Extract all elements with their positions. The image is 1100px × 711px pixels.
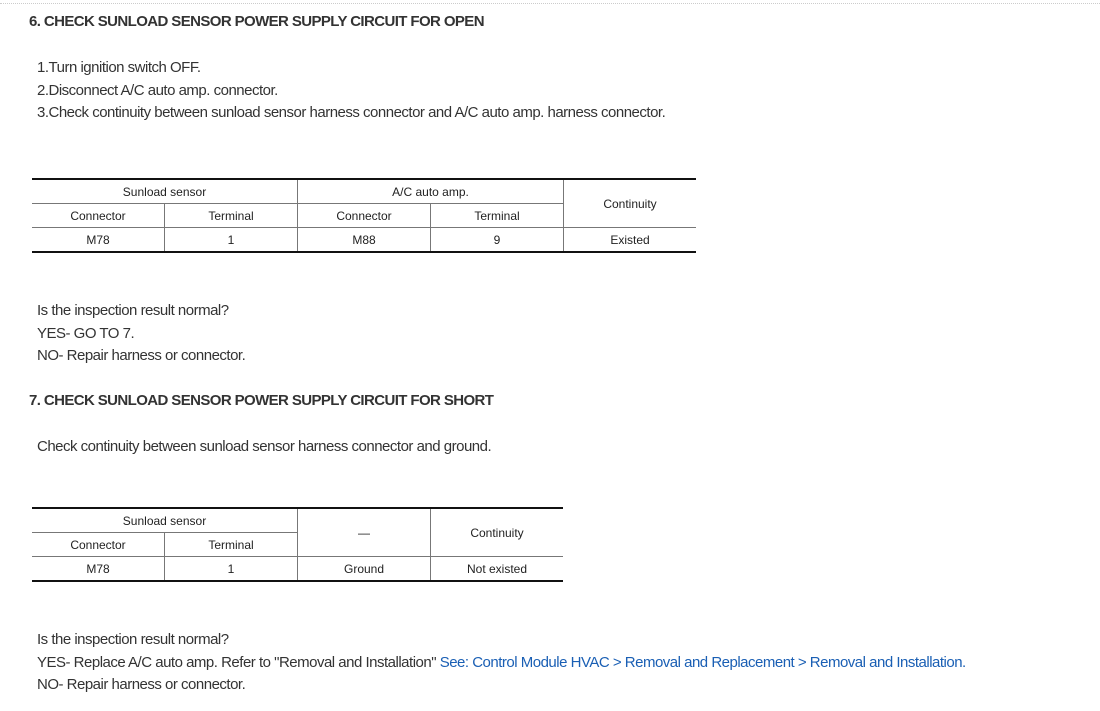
removal-installation-link[interactable]: See: Control Module HVAC > Removal and Replacement > Removal and Installation.: [439, 653, 966, 671]
yes-answer: YES- GO TO 7.: [37, 324, 135, 342]
table-header: Connector: [32, 204, 165, 228]
table-header: Connector: [32, 533, 165, 557]
no-answer: NO- Repair harness or connector.: [37, 347, 246, 364]
no-answer: NO- Repair harness or connector.: [37, 676, 246, 693]
question: Is the inspection result normal?: [37, 302, 229, 319]
question: Is the inspection result normal?: [37, 631, 229, 648]
table-cell: M78: [32, 228, 165, 253]
step-item: 2.Disconnect A/C auto amp. connector.: [37, 81, 278, 99]
step6-result: [37, 300, 245, 368]
table-header: Terminal: [165, 533, 298, 557]
step-item: 3.Check continuity between sunload sensor harness connector and A/C auto amp. harness connector.: [37, 104, 666, 121]
table-header: Continuity: [431, 508, 564, 557]
table-cell: Existed: [564, 228, 697, 253]
step-item: 1.Turn ignition switch OFF.: [37, 59, 201, 76]
table-header: Connector: [298, 204, 431, 228]
table-cell: M78: [32, 557, 165, 582]
step7-instruction: Check continuity between sunload sensor harness connector and ground.: [37, 438, 492, 455]
table-row: [32, 228, 696, 253]
table-cell: 1: [165, 557, 298, 582]
table-cell: M88: [298, 228, 431, 253]
table-header: Terminal: [165, 204, 298, 228]
table-cell: Ground: [298, 557, 431, 582]
continuity-table-open: [32, 178, 696, 253]
table-cell: 1: [165, 228, 298, 253]
step6-heading: 6. CHECK SUNLOAD SENSOR POWER SUPPLY CIRCUIT FOR OPEN: [29, 13, 484, 30]
step7-result: [37, 629, 966, 697]
yes-text: YES- Replace A/C auto amp. Refer to "Removal and Installation": [37, 653, 440, 671]
table-cell: 9: [431, 228, 564, 253]
table-header: Sunload sensor: [32, 508, 298, 533]
table-header: —: [298, 508, 431, 557]
continuity-table-short: [32, 507, 563, 582]
top-divider: [0, 3, 1100, 4]
step7-heading: 7. CHECK SUNLOAD SENSOR POWER SUPPLY CIRCUIT FOR SHORT: [29, 392, 494, 409]
step6-steps: [37, 57, 665, 125]
table-header: Continuity: [564, 179, 697, 228]
table-header: A/C auto amp.: [298, 179, 564, 204]
yes-answer: [37, 652, 966, 675]
table-header: Terminal: [431, 204, 564, 228]
table-header: Sunload sensor: [32, 179, 298, 204]
table-cell: Not existed: [431, 557, 564, 582]
table-row: [32, 557, 563, 582]
